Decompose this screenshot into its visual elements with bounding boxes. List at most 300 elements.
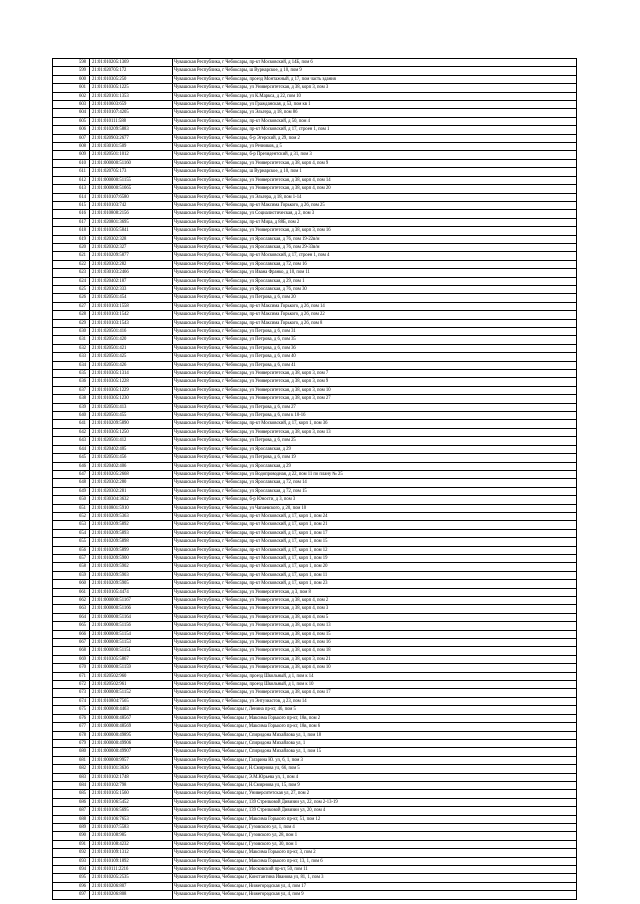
table-row xyxy=(53,521,577,529)
row-number-cell: 671 xyxy=(53,672,90,680)
cadastral-number-cell: 21:01:010804:7565 xyxy=(90,697,173,705)
row-number-cell: 622 xyxy=(53,260,90,268)
row-number-cell: 652 xyxy=(53,512,90,520)
table-row xyxy=(53,840,577,848)
cadastral-number-cell: 21:01:020501:420 xyxy=(90,336,173,344)
row-number-cell: 608 xyxy=(53,143,90,151)
address-cell: Чувашская Республика, Чебоксары г, Гузовского ул, 28, пом 1 xyxy=(173,832,577,840)
row-number-cell: 629 xyxy=(53,319,90,327)
cadastral-number-cell: 21:01:010209:5899 xyxy=(90,546,173,554)
address-cell: Чувашская Республика, г Чебоксары, пр-кт Московский, д 17, строен 1, пом 4 xyxy=(173,252,577,260)
row-number-cell: 685 xyxy=(53,790,90,798)
address-cell: Чувашская Республика, г Чебоксары, пр-кт Московский, д 17, корп 1, пом 15 xyxy=(173,538,577,546)
address-cell: Чувашская Республика, г Чебоксары, пр-кт Максима Горького, д 26, пом 25 xyxy=(173,201,577,209)
table-row xyxy=(53,67,577,75)
address-cell: Чувашская Республика, г Чебоксары, ул Университетская, д 38, корп 3, пом 16 xyxy=(173,227,577,235)
address-cell: Чувашская Республика, Чебоксары г, Спиридона Михайлова ул, 1 xyxy=(173,739,577,747)
address-cell: Чувашская Республика, г Чебоксары, ул Петрова, д 6, пом 25 xyxy=(173,437,577,445)
table-row xyxy=(53,739,577,747)
row-number-cell: 657 xyxy=(53,554,90,562)
row-number-cell: 691 xyxy=(53,840,90,848)
address-cell: Чувашская Республика, г Чебоксары, пр-кт Московский, д 17, корп 1, пом 21 xyxy=(173,521,577,529)
table-row xyxy=(53,622,577,630)
table-row xyxy=(53,470,577,478)
table-row xyxy=(53,75,577,83)
cadastral-number-cell: 21:01:010305:1225 xyxy=(90,84,173,92)
cadastral-number-cell: 21:01:020101:1353 xyxy=(90,92,173,100)
cadastral-number-cell: 21:01:010108:985 xyxy=(90,832,173,840)
row-number-cell: 688 xyxy=(53,815,90,823)
cadastral-number-cell: 21:01:010101:3636 xyxy=(90,765,173,773)
table-row xyxy=(53,765,577,773)
table-row xyxy=(53,554,577,562)
address-cell: Чувашская Республика, г Чебоксары, ул Ярославская, д 72, пом 14 xyxy=(173,479,577,487)
address-cell: Чувашская Республика, Чебоксары г, Нижегородская ул, 4, пом 17 xyxy=(173,882,577,890)
table-row xyxy=(53,395,577,403)
cadastral-number-cell: 21:01:000000:49906 xyxy=(90,739,173,747)
table-row xyxy=(53,588,577,596)
row-number-cell: 693 xyxy=(53,857,90,865)
address-cell: Чувашская Республика, г Чебоксары, ул Петрова, д 6, пом 35 xyxy=(173,336,577,344)
cadastral-number-cell: 21:01:020501:454 xyxy=(90,294,173,302)
row-number-cell: 653 xyxy=(53,521,90,529)
table-row xyxy=(53,580,577,588)
table-row xyxy=(53,218,577,226)
cadastral-number-cell: 21:01:010105:1560 xyxy=(90,790,173,798)
address-cell: Чувашская Республика, Чебоксары г, Н.Смирнова ул, 66, пом 5 xyxy=(173,765,577,773)
row-number-cell: 666 xyxy=(53,630,90,638)
cadastral-number-cell: 21:01:020705:173 xyxy=(90,168,173,176)
cadastral-number-cell: 21:01:010305:250 xyxy=(90,75,173,83)
row-number-cell: 620 xyxy=(53,243,90,251)
row-number-cell: 654 xyxy=(53,529,90,537)
cadastral-number-cell: 21:01:000000:51152 xyxy=(90,689,173,697)
table-row xyxy=(53,260,577,268)
address-cell: Чувашская Республика, Чебоксары г, Московский пр-кт, 50, пом 11 xyxy=(173,866,577,874)
row-number-cell: 626 xyxy=(53,294,90,302)
table-row xyxy=(53,613,577,621)
row-number-cell: 640 xyxy=(53,412,90,420)
cadastral-number-cell: 21:01:010209:5903 xyxy=(90,571,173,579)
cadastral-number-cell: 21:01:020501:413 xyxy=(90,403,173,411)
row-number-cell: 680 xyxy=(53,748,90,756)
table-row xyxy=(53,639,577,647)
cadastral-number-cell: 21:01:000000:51164 xyxy=(90,613,173,621)
row-number-cell: 660 xyxy=(53,580,90,588)
table-row xyxy=(53,311,577,319)
table-row xyxy=(53,664,577,672)
cadastral-number-cell: 21:01:010209:5898 xyxy=(90,538,173,546)
cadastral-number-cell: 21:01:010205:2535 xyxy=(90,874,173,882)
table-row xyxy=(53,361,577,369)
cadastral-number-cell: 21:01:010205:1369 xyxy=(90,59,173,67)
address-cell: Чувашская Республика, Чебоксары г, Максима Горького пр-кт, 51, пом 12 xyxy=(173,815,577,823)
cadastral-number-cell: 21:01:010209:5902 xyxy=(90,563,173,571)
table-row xyxy=(53,403,577,411)
address-cell: Чувашская Республика, г Чебоксары, ул Ярославская, д 29 xyxy=(173,462,577,470)
cadastral-number-cell: 21:01:010209:5883 xyxy=(90,126,173,134)
row-number-cell: 687 xyxy=(53,807,90,815)
cadastral-number-cell: 21:01:010209:5900 xyxy=(90,554,173,562)
table-row xyxy=(53,731,577,739)
address-cell: Чувашская Республика, Чебоксары г, Нижегородская ул, 4, пом 9 xyxy=(173,891,577,899)
address-cell: Чувашская Республика, г Чебоксары, ул Эльгера, д 18, пом 86 xyxy=(173,109,577,117)
row-number-cell: 669 xyxy=(53,655,90,663)
address-cell: Чувашская Республика, г Чебоксары, пр-кт Московский, д 17, корп 1, пом 23 xyxy=(173,580,577,588)
table-row xyxy=(53,496,577,504)
row-number-cell: 672 xyxy=(53,681,90,689)
table-row xyxy=(53,571,577,579)
row-number-cell: 617 xyxy=(53,218,90,226)
cadastral-number-cell: 21:01:000000:48569 xyxy=(90,723,173,731)
address-cell: Чувашская Республика, г Чебоксары, ул Ярославская, д 76, пом 30 xyxy=(173,285,577,293)
table-row xyxy=(53,437,577,445)
address-cell: Чувашская Республика, г Чебоксары, пр-кт Максима Горького, д 26, пом 14 xyxy=(173,302,577,310)
address-cell: Чувашская Республика, г Чебоксары, ул Ярославская, д 76, пом 19-22в/м xyxy=(173,235,577,243)
table-row xyxy=(53,336,577,344)
table-row xyxy=(53,277,577,285)
cadastral-number-cell: 21:01:000000:49907 xyxy=(90,748,173,756)
cadastral-number-cell: 21:01:010109:1892 xyxy=(90,857,173,865)
cadastral-number-cell: 21:01:010105:4474 xyxy=(90,588,173,596)
table-row xyxy=(53,630,577,638)
table-row xyxy=(53,655,577,663)
table-row xyxy=(53,790,577,798)
address-cell: Чувашская Республика, г Чебоксары, ул Петрова, д 6, пом 36 xyxy=(173,344,577,352)
table-row xyxy=(53,714,577,722)
address-cell: Чувашская Республика, г Чебоксары, проезд Монтажный, д 17, пом часть здания xyxy=(173,75,577,83)
address-cell: Чувашская Республика, г Чебоксары, проезд Школьный, д 1, пом к 10 xyxy=(173,681,577,689)
address-cell: Чувашская Республика, Чебоксары г, Гузовского ул, 30, пом 1 xyxy=(173,840,577,848)
cadastral-number-cell: 21:01:000000:9957 xyxy=(90,756,173,764)
table-row xyxy=(53,328,577,336)
address-cell: Чувашская Республика, г Чебоксары, ул Университетская, д 38, корп 4, пом 5 xyxy=(173,613,577,621)
row-number-cell: 690 xyxy=(53,832,90,840)
cadastral-number-cell: 21:01:010102:1748 xyxy=(90,773,173,781)
table-row xyxy=(53,117,577,125)
cadastral-number-cell: 21:01:010305:1228 xyxy=(90,378,173,386)
cadastral-number-cell: 21:01:010209:5890 xyxy=(90,420,173,428)
cadastral-number-cell: 21:01:020501:1012 xyxy=(90,151,173,159)
cadastral-number-cell: 21:01:010205:2668 xyxy=(90,470,173,478)
address-cell: Чувашская Республика, г Чебоксары, ул Университетская, д 38, корп 4, пом 15 xyxy=(173,630,577,638)
row-number-cell: 634 xyxy=(53,361,90,369)
cadastral-number-cell: 21:01:020501:425 xyxy=(90,353,173,361)
address-cell: Чувашская Республика, Чебоксары г, Университетская ул, 27, пом 2 xyxy=(173,790,577,798)
row-number-cell: 599 xyxy=(53,67,90,75)
row-number-cell: 633 xyxy=(53,353,90,361)
address-cell: Чувашская Республика, г Чебоксары, ул Петрова, д 6, пом к 10-16 xyxy=(173,412,577,420)
address-cell: Чувашская Республика, г Чебоксары, ул Университетская, д 38, корп 4, пом 18 xyxy=(173,647,577,655)
row-number-cell: 674 xyxy=(53,697,90,705)
cadastral-number-cell: 21:01:010305:1314 xyxy=(90,370,173,378)
table-row xyxy=(53,302,577,310)
cadastral-number-cell: 21:01:010305:5841 xyxy=(90,227,173,235)
cadastral-number-cell: 21:01:020501:426 xyxy=(90,361,173,369)
row-number-cell: 627 xyxy=(53,302,90,310)
address-cell: Чувашская Республика, г Чебоксары, ул Университетская, д 38, корп 3, пом 10 xyxy=(173,386,577,394)
row-number-cell: 663 xyxy=(53,605,90,613)
row-number-cell: 607 xyxy=(53,134,90,142)
cadastral-number-cell: 21:01:000000:51665 xyxy=(90,185,173,193)
row-number-cell: 625 xyxy=(53,285,90,293)
row-number-cell: 662 xyxy=(53,597,90,605)
row-number-cell: 696 xyxy=(53,882,90,890)
row-number-cell: 651 xyxy=(53,504,90,512)
address-cell: Чувашская Республика, г Чебоксары, пр-кт Московский, д 17, корп 1, пом 24 xyxy=(173,512,577,520)
table-row xyxy=(53,227,577,235)
address-cell: Чувашская Республика, г Чебоксары, пр-кт Московский, д 17, строен 1, пом 1 xyxy=(173,126,577,134)
cadastral-number-cell: 21:01:020502:961 xyxy=(90,681,173,689)
address-cell: Чувашская Республика, г Чебоксары, ул Ярославская, д 72, пом 15 xyxy=(173,487,577,495)
table-row xyxy=(53,378,577,386)
cadastral-number-cell: 21:01:010111:2216 xyxy=(90,866,173,874)
row-number-cell: 681 xyxy=(53,756,90,764)
cadastral-number-cell: 21:01:000000:51153 xyxy=(90,639,173,647)
row-number-cell: 642 xyxy=(53,428,90,436)
table-row xyxy=(53,706,577,714)
row-number-cell: 624 xyxy=(53,277,90,285)
cadastral-number-cell: 21:01:010107:5583 xyxy=(90,823,173,831)
address-cell: Чувашская Республика, г Чебоксары, ул Петрова, д 6, пом 20 xyxy=(173,294,577,302)
table-row xyxy=(53,462,577,470)
address-cell: Чувашская Республика, Чебоксары г, Максима Горького пр-кт, 3, пом 2 xyxy=(173,849,577,857)
table-row xyxy=(53,798,577,806)
table-row xyxy=(53,807,577,815)
address-cell: Чувашская Республика, г Чебоксары, ш Вурнарское, д 10, пом 9 xyxy=(173,67,577,75)
address-cell: Чувашская Республика, г Чебоксары, ул Университетская, д 38, корп 4, пом 10 xyxy=(173,664,577,672)
address-cell: Чувашская Республика, г Чебоксары, ул Ярославская, д 29 xyxy=(173,445,577,453)
row-number-cell: 697 xyxy=(53,891,90,899)
row-number-cell: 668 xyxy=(53,647,90,655)
cadastral-number-cell: 21:01:010206:808 xyxy=(90,891,173,899)
address-cell: Чувашская Республика, г Чебоксары, пр-кт Московский, д 17, корп 1, пом 20 xyxy=(173,563,577,571)
row-number-cell: 604 xyxy=(53,109,90,117)
table-row xyxy=(53,512,577,520)
address-cell: Чувашская Республика, Чебоксары г, 139 Стрелковой Дивизии ул, 22, пом 2-13-19 xyxy=(173,798,577,806)
address-cell: Чувашская Республика, г Чебоксары, пр-кт Максима Горького, д 26, пом 22 xyxy=(173,311,577,319)
address-cell: Чувашская Республика, г Чебоксары, ул Речников, д 5 xyxy=(173,143,577,151)
address-cell: Чувашская Республика, г Чебоксары, ул Ярославская, д 76, пом 29-33в/м xyxy=(173,243,577,251)
row-number-cell: 611 xyxy=(53,168,90,176)
table-row xyxy=(53,285,577,293)
table-row xyxy=(53,126,577,134)
row-number-cell: 601 xyxy=(53,84,90,92)
address-cell: Чувашская Республика, Чебоксары г, 139 Стрелковой Дивизии ул, 20, пом 4 xyxy=(173,807,577,815)
cadastral-number-cell: 21:01:020501:412 xyxy=(90,437,173,445)
table-row xyxy=(53,546,577,554)
cadastral-number-cell: 21:01:010801:5910 xyxy=(90,504,173,512)
cadastral-number-cell: 21:01:010111:588 xyxy=(90,117,173,125)
row-number-cell: 600 xyxy=(53,75,90,83)
address-cell: Чувашская Республика, г Чебоксары, пр-кт Московский, д 14Б, пом 6 xyxy=(173,59,577,67)
cadastral-number-cell: 21:01:020402:187 xyxy=(90,277,173,285)
table-row xyxy=(53,672,577,680)
table-row xyxy=(53,386,577,394)
table-row xyxy=(53,849,577,857)
table-row xyxy=(53,479,577,487)
table-row xyxy=(53,269,577,277)
table-row xyxy=(53,243,577,251)
table-row xyxy=(53,428,577,436)
row-number-cell: 623 xyxy=(53,269,90,277)
row-number-cell: 619 xyxy=(53,235,90,243)
cadastral-number-cell: 21:01:010109:1312 xyxy=(90,849,173,857)
row-number-cell: 641 xyxy=(53,420,90,428)
address-cell: Чувашская Республика, Чебоксары г, Максима Горького пр-кт, 18в, пом 6 xyxy=(173,723,577,731)
row-number-cell: 682 xyxy=(53,765,90,773)
cadastral-number-cell: 21:01:000000:51167 xyxy=(90,597,173,605)
row-number-cell: 636 xyxy=(53,378,90,386)
cadastral-number-cell: 21:01:030304:3632 xyxy=(90,496,173,504)
table-row xyxy=(53,748,577,756)
cadastral-number-cell: 21:01:010209:5363 xyxy=(90,512,173,520)
cadastral-number-cell: 21:01:010209:5905 xyxy=(90,580,173,588)
address-cell: Чувашская Республика, г Чебоксары, ул Петрова, д 6, пом 41 xyxy=(173,361,577,369)
cadastral-number-cell: 21:01:000000:51154 xyxy=(90,630,173,638)
row-number-cell: 613 xyxy=(53,185,90,193)
address-cell: Чувашская Республика, г Чебоксары, б-р Эгерский, д 29, пом 2 xyxy=(173,134,577,142)
address-cell: Чувашская Республика, г Чебоксары, ул Университетская, д 38, корп 3, пом 3 xyxy=(173,84,577,92)
address-cell: Чувашская Республика, г Чебоксары, ш Вурнарское, д 10, пом 1 xyxy=(173,168,577,176)
address-cell: Чувашская Республика, г Чебоксары, ул Ивана Франко, д 10, пом 11 xyxy=(173,269,577,277)
cadastral-number-cell: 21:01:010103:1558 xyxy=(90,302,173,310)
cadastral-number-cell: 21:01:020501:416 xyxy=(90,328,173,336)
cadastral-number-cell: 21:01:020302:282 xyxy=(90,260,173,268)
cadastral-number-cell: 21:01:020402:406 xyxy=(90,462,173,470)
cadastral-number-cell: 21:01:000000:51151 xyxy=(90,647,173,655)
row-number-cell: 632 xyxy=(53,344,90,352)
address-cell: Чувашская Республика, г Чебоксары, проезд Школьный, д 1, пом к 14 xyxy=(173,672,577,680)
row-number-cell: 628 xyxy=(53,311,90,319)
row-number-cell: 615 xyxy=(53,201,90,209)
row-number-cell: 644 xyxy=(53,445,90,453)
cadastral-number-cell: 21:01:010209:5877 xyxy=(90,252,173,260)
table-row xyxy=(53,134,577,142)
table-row xyxy=(53,538,577,546)
address-cell: Чувашская Республика, г Чебоксары, ул Университетская, д 38, корп 4, пом 3 xyxy=(173,605,577,613)
table-row xyxy=(53,891,577,899)
table-row xyxy=(53,697,577,705)
table-row xyxy=(53,92,577,100)
address-cell: Чувашская Республика, г Чебоксары, пр-кт Московский, д 17, корп 1, пом 11 xyxy=(173,571,577,579)
table-row xyxy=(53,294,577,302)
row-number-cell: 684 xyxy=(53,781,90,789)
table-row xyxy=(53,201,577,209)
cadastral-number-cell: 21:01:020903:2677 xyxy=(90,134,173,142)
cadastral-number-cell: 21:01:000000:49895 xyxy=(90,731,173,739)
row-number-cell: 648 xyxy=(53,479,90,487)
cadastral-number-cell: 21:01:010107:6580 xyxy=(90,193,173,201)
address-cell: Чувашская Республика, г Чебоксары, ул Университетская, д 38, корп 4, пом 16 xyxy=(173,639,577,647)
cadastral-number-cell: 21:01:000000:4463 xyxy=(90,706,173,714)
row-number-cell: 664 xyxy=(53,613,90,621)
address-cell: Чувашская Республика, Чебоксары г, Максима Горького пр-кт, 13, 1, пом 6 xyxy=(173,857,577,865)
cadastral-number-cell: 21:01:010305:1250 xyxy=(90,428,173,436)
row-number-cell: 630 xyxy=(53,328,90,336)
table-row xyxy=(53,235,577,243)
cadastral-number-cell: 21:01:010102:798 xyxy=(90,781,173,789)
table-row xyxy=(53,59,577,67)
table-row xyxy=(53,815,577,823)
row-number-cell: 661 xyxy=(53,588,90,596)
address-cell: Чувашская Республика, г Чебоксары, ул Университетская, д 38, корп 3, пом 7 xyxy=(173,370,577,378)
address-cell: Чувашская Республика, г Чебоксары, ул Эльгера, д 18, пом 1-14 xyxy=(173,193,577,201)
table-row xyxy=(53,563,577,571)
table-row xyxy=(53,857,577,865)
table-row xyxy=(53,252,577,260)
row-number-cell: 689 xyxy=(53,823,90,831)
table-row xyxy=(53,168,577,176)
table-row xyxy=(53,193,577,201)
address-cell: Чувашская Республика, г Чебоксары, ул Чапаевского, д 20, пом 10 xyxy=(173,504,577,512)
table-row xyxy=(53,176,577,184)
row-number-cell: 643 xyxy=(53,437,90,445)
address-cell: Чувашская Республика, г Чебоксары, ул Университетская, д 3, пом 8 xyxy=(173,588,577,596)
cadastral-number-cell: 21:01:000000:51155 xyxy=(90,176,173,184)
row-number-cell: 606 xyxy=(53,126,90,134)
row-number-cell: 610 xyxy=(53,159,90,167)
row-number-cell: 621 xyxy=(53,252,90,260)
address-cell: Чувашская Республика, г Чебоксары, ул Университетская, д 38, корп 3, пом 13 xyxy=(173,428,577,436)
address-cell: Чувашская Республика, г Чебоксары, ул Университетская, д 38, корп 4, пом 2 xyxy=(173,597,577,605)
table-row xyxy=(53,756,577,764)
row-number-cell: 649 xyxy=(53,487,90,495)
address-cell: Чувашская Республика, Чебоксары г, Н.Смирнова ул, 15, пом 9 xyxy=(173,781,577,789)
row-number-cell: 609 xyxy=(53,151,90,159)
row-number-cell: 673 xyxy=(53,689,90,697)
table-row xyxy=(53,773,577,781)
address-cell: Чувашская Республика, г Чебоксары, ул Социалистическая, д 2, пом 3 xyxy=(173,210,577,218)
row-number-cell: 659 xyxy=(53,571,90,579)
address-cell: Чувашская Республика, г Чебоксары, ул Петрова, д 6, пом 40 xyxy=(173,353,577,361)
row-number-cell: 686 xyxy=(53,798,90,806)
address-cell: Чувашская Республика, г Чебоксары, пр-кт Московский, д 17, корп 1, пом 36 xyxy=(173,420,577,428)
cadastral-number-cell: 21:01:010108:4232 xyxy=(90,840,173,848)
address-cell: Чувашская Республика, г Чебоксары, пр-кт Московский, д 17, корп 1, пом 19 xyxy=(173,554,577,562)
cadastral-number-cell: 21:01:010305:1230 xyxy=(90,395,173,403)
address-cell: Чувашская Республика, г Чебоксары, ул Водопроводная, д 22, пом 11 по плану № 25 xyxy=(173,470,577,478)
table-row xyxy=(53,689,577,697)
registry-table-body xyxy=(53,59,577,900)
cadastral-number-cell: 21:01:020402:405 xyxy=(90,445,173,453)
row-number-cell: 683 xyxy=(53,773,90,781)
address-cell: Чувашская Республика, г Чебоксары, ул Петрова, д 6, пом 19 xyxy=(173,454,577,462)
address-cell: Чувашская Республика, г Чебоксары, пр-кт Мира, д 88Б, пом 2 xyxy=(173,218,577,226)
row-number-cell: 612 xyxy=(53,176,90,184)
table-row xyxy=(53,159,577,167)
row-number-cell: 603 xyxy=(53,101,90,109)
cadastral-number-cell: 21:01:020705:172 xyxy=(90,67,173,75)
cadastral-number-cell: 21:01:020501:456 xyxy=(90,454,173,462)
address-cell: Чувашская Республика, г Чебоксары, ул Университетская, д 38, корп 4, пом 9 xyxy=(173,159,577,167)
table-row xyxy=(53,874,577,882)
address-cell: Чувашская Республика, г Чебоксары, ул Ярославская, д 72, пом 16 xyxy=(173,260,577,268)
row-number-cell: 658 xyxy=(53,563,90,571)
cadastral-number-cell: 21:01:030101:509 xyxy=(90,143,173,151)
cadastral-number-cell: 21:01:010305:5867 xyxy=(90,655,173,663)
table-row xyxy=(53,412,577,420)
cadastral-number-cell: 21:01:020302:281 xyxy=(90,487,173,495)
table-row xyxy=(53,647,577,655)
cadastral-number-cell: 21:01:010103:1542 xyxy=(90,311,173,319)
address-cell: Чувашская Республика, г Чебоксары, ул Гражданская, д 53, пом кв 1 xyxy=(173,101,577,109)
row-number-cell: 614 xyxy=(53,193,90,201)
cadastral-number-cell: 21:01:020302:328 xyxy=(90,235,173,243)
table-row xyxy=(53,882,577,890)
row-number-cell: 667 xyxy=(53,639,90,647)
table-row xyxy=(53,210,577,218)
